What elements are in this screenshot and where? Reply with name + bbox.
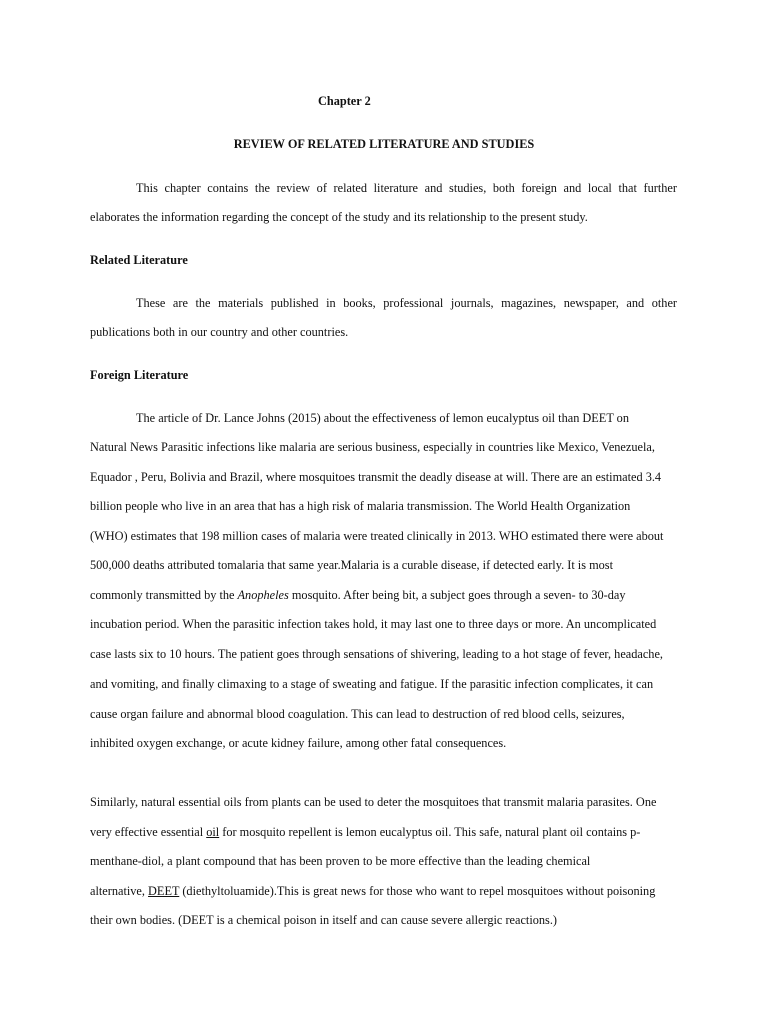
- foreign-p1-line-12: inhibited oxygen exchange, or acute kidney failure, among other fatal consequences.: [90, 736, 507, 750]
- foreign-p2-line-4-end: (diethyltoluamide).This is great news for those who want to repel mosquitoes without poisoning: [179, 884, 656, 898]
- foreign-p2-line-2-end: for mosquito repellent is lemon eucalyptus oil. This safe, natural plant oil contains p-: [219, 825, 641, 839]
- foreign-p1-line-3: Equador , Peru, Bolivia and Brazil, where mosquitoes transmit the deadly disease at will. There are an estimated 3.4: [90, 470, 662, 484]
- foreign-p1-line-2: Natural News Parasitic infections like malaria are serious business, especially in countries like Mexico, Venezuela,: [90, 440, 655, 454]
- chapter-label: Chapter 2: [318, 94, 371, 108]
- foreign-p2-line-3: menthane-diol, a plant compound that has been proven to be more effective than the leading chemical: [90, 854, 591, 868]
- foreign-p2-line-5: their own bodies. (DEET is a chemical poison in itself and can cause severe allergic reactions.): [90, 913, 558, 927]
- foreign-p1-line-7: [90, 587, 626, 603]
- foreign-p2-line-2: [90, 824, 640, 840]
- foreign-p1-line-4: billion people who live in an area that has a high risk of malaria transmission. The World Health Organization: [90, 499, 631, 513]
- foreign-p1-line-7-start: commonly transmitted by the: [90, 588, 238, 602]
- related-literature-line-2: publications both in our country and other countries.: [90, 325, 349, 339]
- foreign-p1-line-7-end: mosquito. After being bit, a subject goes through a seven- to 30-day: [288, 588, 626, 602]
- related-literature-heading: Related Literature: [90, 253, 188, 267]
- foreign-literature-heading: Foreign Literature: [90, 368, 189, 382]
- related-literature-line-1: These are the materials published in books, professional journals, magazines, newspaper, and other: [136, 296, 677, 310]
- intro-line-2: elaborates the information regarding the concept of the study and its relationship to the present study.: [90, 210, 588, 224]
- foreign-p1-line-6: 500,000 deaths attributed tomalaria that same year.Malaria is a curable disease, if detected early. It is most: [90, 558, 613, 572]
- chapter-title: REVIEW OF RELATED LITERATURE AND STUDIES: [233, 137, 535, 151]
- foreign-p1-line-11: cause organ failure and abnormal blood coagulation. This can lead to destruction of red blood cells, seizures,: [90, 707, 625, 721]
- foreign-p1-line-9: case lasts six to 10 hours. The patient goes through sensations of shivering, leading to a hot stage of fever, headache,: [90, 647, 663, 661]
- oil-link[interactable]: oil: [206, 825, 220, 839]
- deet-link[interactable]: DEET: [148, 884, 180, 898]
- foreign-p2-line-2-start: very effective essential: [90, 825, 207, 839]
- foreign-p2-line-4-start: alternative,: [90, 884, 149, 898]
- intro-line-1: This chapter contains the review of related literature and studies, both foreign and local that further: [136, 181, 677, 195]
- foreign-p1-line-1: The article of Dr. Lance Johns (2015) about the effectiveness of lemon eucalyptus oil than DEET on: [136, 411, 629, 425]
- foreign-p1-line-8: incubation period. When the parasitic infection takes hold, it may last one to three days or more. An uncomplicated: [90, 617, 657, 631]
- foreign-p1-line-5: (WHO) estimates that 198 million cases of malaria were treated clinically in 2013. WHO estimated there were about: [90, 529, 664, 543]
- anopheles-italic: Anopheles: [237, 588, 289, 602]
- foreign-p2-line-4: [90, 883, 655, 899]
- foreign-p2-line-1: Similarly, natural essential oils from plants can be used to deter the mosquitoes that transmit malaria parasites. One: [90, 795, 657, 809]
- foreign-p1-line-10: and vomiting, and finally climaxing to a stage of sweating and fatigue. If the parasitic infection complicates, it can: [90, 677, 654, 691]
